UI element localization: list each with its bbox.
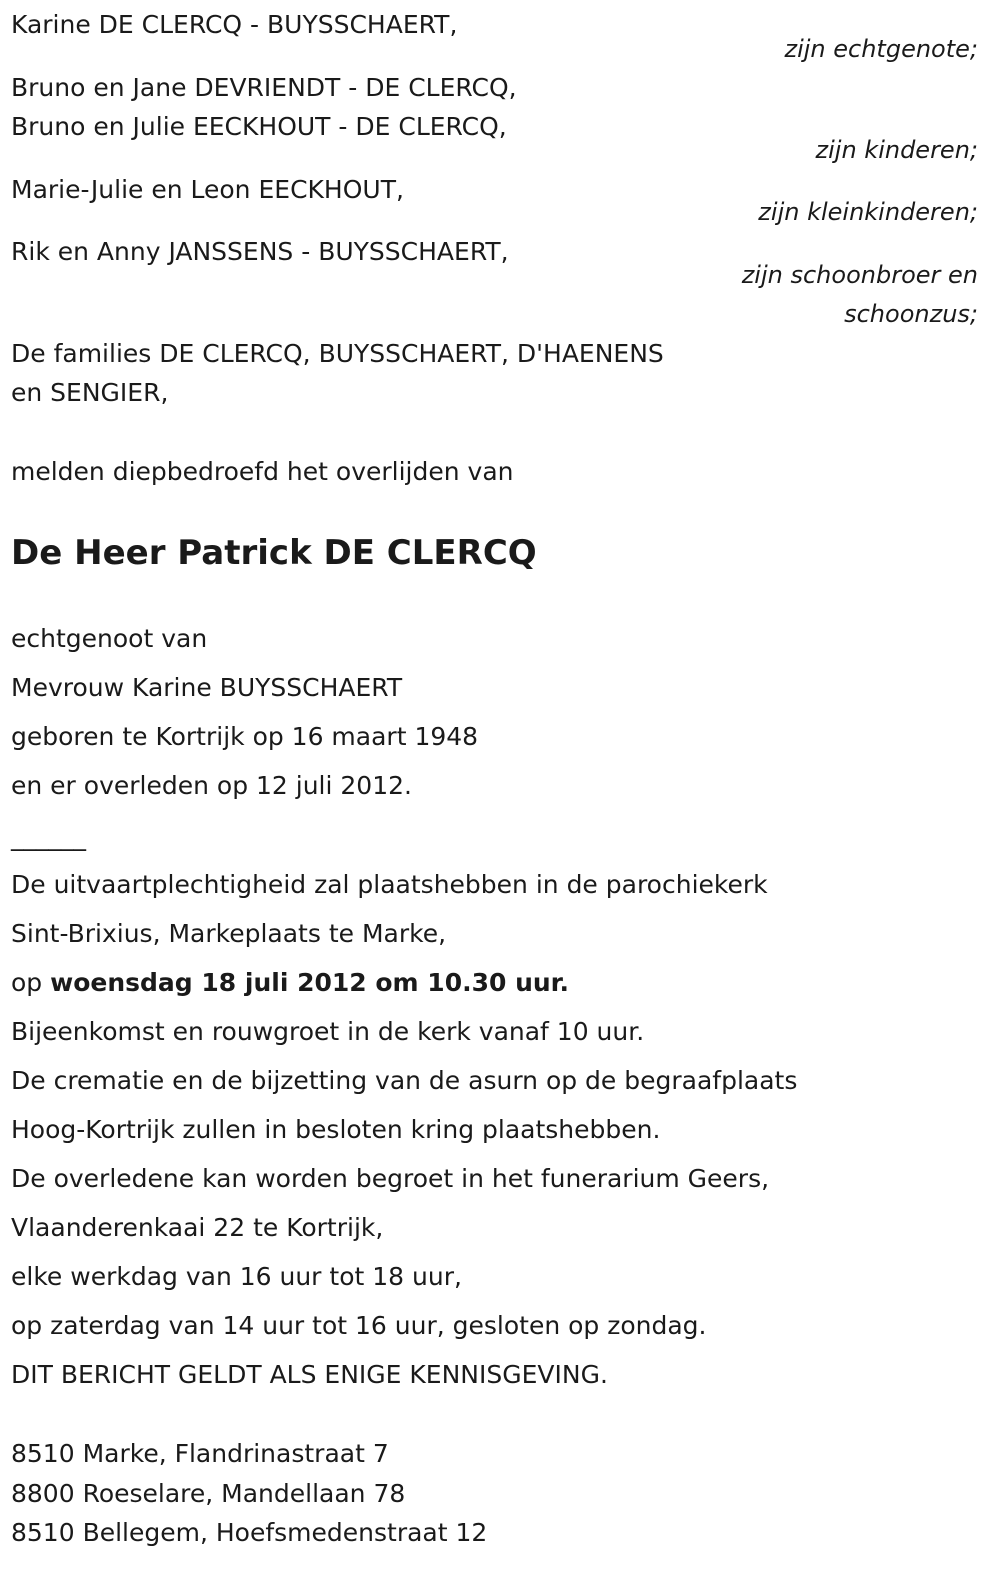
detail-line-4: en er overleden op 12 juli 2012. [11, 771, 412, 800]
detail-line-3: geboren te Kortrijk op 16 maart 1948 [11, 722, 479, 751]
grandchildren-role: zijn kleinkinderen; [758, 198, 978, 226]
address-1: 8510 Marke, Flandrinastraat 7 [11, 1439, 389, 1468]
inlaws-role-line2: schoonzus; [844, 300, 978, 328]
detail-line-2: Mevrouw Karine BUYSSCHAERT [11, 673, 403, 702]
funeral-line-2: Sint-Brixius, Markeplaats te Marke, [11, 919, 447, 948]
funeral-line-9: elke werkdag van 16 uur tot 18 uur, [11, 1262, 462, 1291]
detail-line-1: echtgenoot van [11, 624, 208, 653]
funeral-line-11: DIT BERICHT GELDT ALS ENIGE KENNISGEVING. [11, 1360, 608, 1389]
child-name-2: Bruno en Julie EECKHOUT - DE CLERCQ, [11, 112, 507, 141]
child-name-1: Bruno en Jane DEVRIENDT - DE CLERCQ, [11, 73, 517, 102]
funeral-line-5: De crematie en de bijzetting van de asurn op de begraafplaats [11, 1066, 798, 1095]
address-3: 8510 Bellegem, Hoefsmedenstraat 12 [11, 1518, 488, 1547]
funeral-date-line [11, 968, 569, 998]
announcement-text: melden diepbedroefd het overlijden van [11, 457, 514, 486]
funeral-line-10: op zaterdag van 14 uur tot 16 uur, gesloten op zondag. [11, 1311, 707, 1340]
funeral-line-7: De overledene kan worden begroet in het funerarium Geers, [11, 1164, 770, 1193]
separator-line: ______ [11, 822, 86, 851]
children-role: zijn kinderen; [815, 136, 978, 164]
funeral-line-6: Hoog-Kortrijk zullen in besloten kring plaatshebben. [11, 1115, 661, 1144]
inlaws-names: Rik en Anny JANSSENS - BUYSSCHAERT, [11, 237, 509, 266]
inlaws-role-line1: zijn schoonbroer en [741, 261, 978, 289]
funeral-line-4: Bijeenkomst en rouwgroet in de kerk vanaf 10 uur. [11, 1017, 645, 1046]
wife-role: zijn echtgenote; [784, 35, 978, 63]
funeral-line-1: De uitvaartplechtigheid zal plaatshebben in de parochiekerk [11, 870, 768, 899]
funeral-date-bold: woensdag 18 juli 2012 om 10.30 uur. [50, 968, 569, 997]
address-2: 8800 Roeselare, Mandellaan 78 [11, 1479, 406, 1508]
families-line2: en SENGIER, [11, 378, 169, 407]
deceased-name: De Heer Patrick DE CLERCQ [11, 533, 537, 573]
funeral-line-8: Vlaanderenkaai 22 te Kortrijk, [11, 1213, 384, 1242]
grandchildren-names: Marie-Julie en Leon EECKHOUT, [11, 175, 404, 204]
wife-name: Karine DE CLERCQ - BUYSSCHAERT, [11, 10, 458, 39]
funeral-date-prefix: op [11, 968, 51, 997]
families-line1: De families DE CLERCQ, BUYSSCHAERT, D'HAENENS [11, 339, 664, 368]
